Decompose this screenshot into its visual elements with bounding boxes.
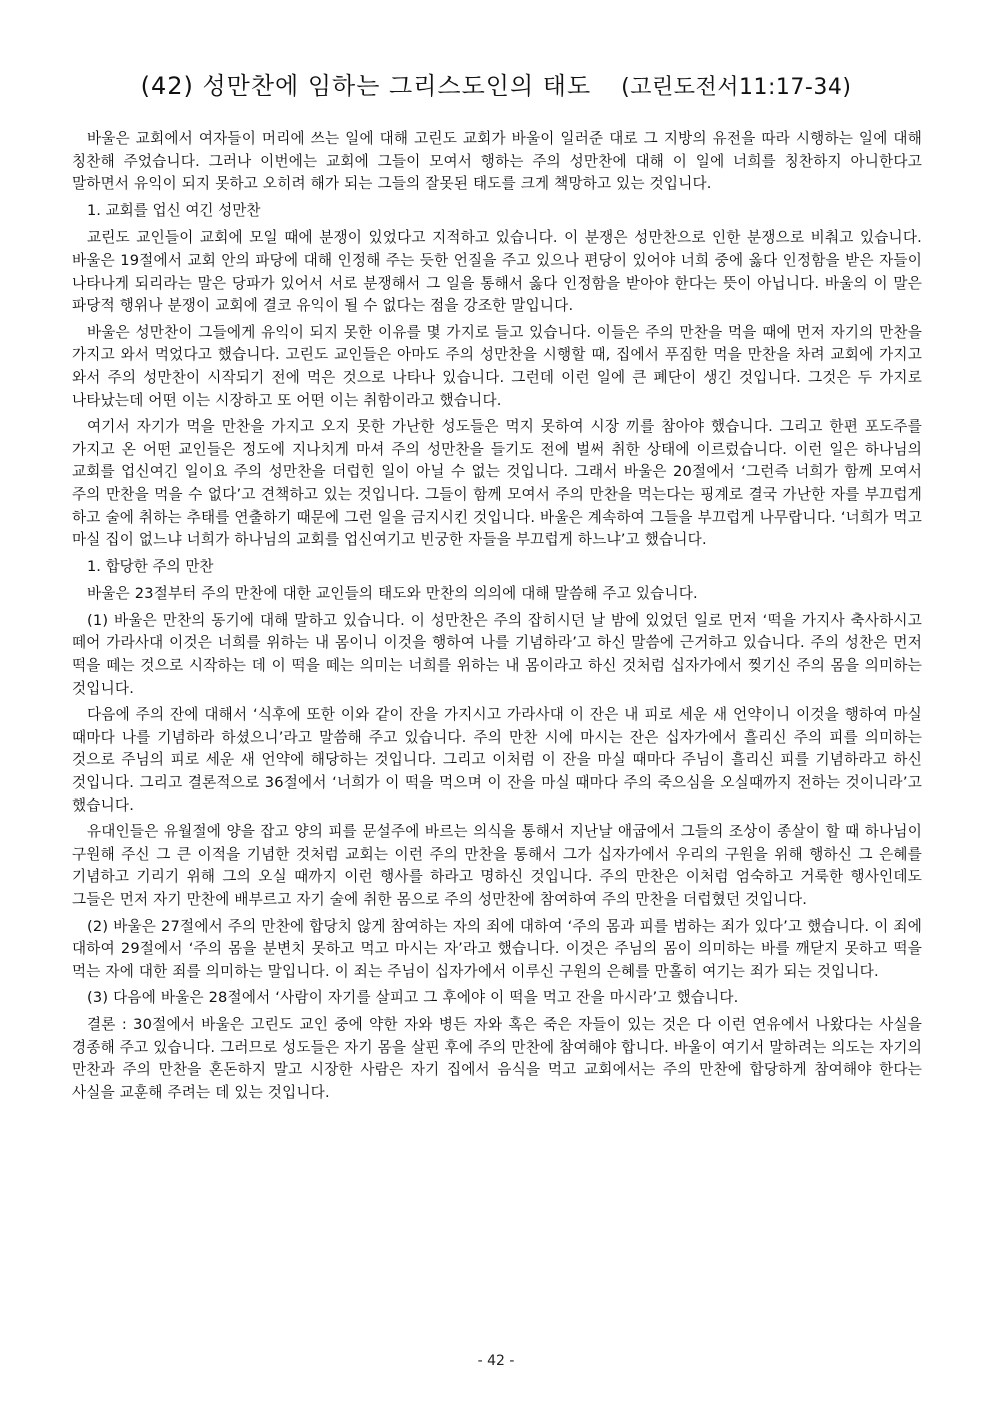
- paragraph-4: 여기서 자기가 먹을 만찬을 가지고 오지 못한 가난한 성도들은 먹지 못하여 시장 끼를 참아야 했습니다. 그리고 한편 포도주를 가지고 온 어떤 교인들은 정도에 지나치게 마셔 주의 성만찬을 들기도 전에 벌써 취한 상태에 이르렀습니다. 이런 일은 하나님의 교회를 업신여긴 일이요 주의 성만찬을 더럽힌 일이 아닐 수 없는 것입니다. 그래서 바울은 20절에서 ‘그런즉 너희가 함께 모여서 주의 만찬을 먹을 수 없다’고 견책하고 있는 것입니다. 그들이 함께 모여서 주의 만찬을 먹는다는 핑계로 결국 가난한 자를 부끄럽게 하고 술에 취하는 추태를 연출하기 때문에 그런 일을 금지시킨 것입니다. 바울은 계속하여 그들을 부끄럽게 나무랍니다. ‘너희가 먹고 마실 집이 없느냐 너희가 하나님의 교회를 업신여기고 빈궁한 자들을 부끄럽게 하느냐’고 했습니다.: [72, 418, 922, 549]
- paragraph-2: 교린도 교인들이 교회에 모일 때에 분쟁이 있었다고 지적하고 있습니다. 이 분쟁은 성만찬으로 인한 분쟁으로 비춰고 있습니다. 바울은 19절에서 교회 안의 파당에 대해 인정해 주는 듯한 언질을 주고 있으나 편당이 있어야 너희 중에 옳다 인정함을 받은 자들이 나타나게 되리라는 말은 당파가 있어서 서로 분쟁해서 그 일을 통해서 옳다 인정함을 받아야 한다는 뜻이 아닙니다. 바울의 이 말은 파당적 행위나 분쟁이 교회에 결코 유익이 될 수 없다는 점을 강조한 말입니다.: [72, 229, 922, 315]
- paragraph-7: 다음에 주의 잔에 대해서 ‘식후에 또한 이와 같이 잔을 가지시고 가라사대 이 잔은 내 피로 세운 새 언약이니 이것을 행하여 마실 때마다 나를 기념하라 하셨으니’라고 말씀해 주고 있습니다. 주의 만찬 시에 마시는 잔은 십자가에서 흘리신 주의 피를 의미하는 것으로 주님의 피로 세운 새 언약에 해당하는 것입니다. 그리고 이처럼 이 잔을 마실 때마다 주님이 흘리신 피를 기념하라고 하신 것입니다. 그리고 결론적으로 36절에서 ‘너희가 이 떡을 먹으며 이 잔을 마실 때마다 주의 죽으심을 오실때까지 전하는 것이니라’고 했습니다.: [72, 706, 922, 814]
- paragraph-9: (2) 바울은 27절에서 주의 만찬에 합당치 않게 참여하는 자의 죄에 대하여 ‘주의 몸과 피를 범하는 죄가 있다’고 했습니다. 이 죄에 대하여 29절에서 ‘주의 몸을 분변치 못하고 먹고 마시는 자’라고 했습니다. 이것은 주님의 몸이 의미하는 바를 깨닫지 못하고 떡을 먹는 자에 대한 죄를 의미하는 말입니다. 이 죄는 주님이 십자가에서 이루신 구원의 은혜를 만홀히 여기는 죄가 되는 것입니다.: [72, 917, 922, 980]
- paragraph-intro: 바울은 교회에서 여자들이 머리에 쓰는 일에 대해 고린도 교회가 바울이 일러준 대로 그 지방의 유전을 따라 시행하는 일에 대해 칭찬해 주었습니다. 그러나 이번에는 교회에 그들이 모여서 행하는 주의 성만찬에 대해 이 일에 너희를 칭찬하지 아니한다고 말하면서 유익이 되지 못하고 오히려 해가 되는 그들의 잘못된 태도를 크게 책망하고 있는 것입니다.: [72, 130, 922, 193]
- paragraph-conclusion: 결론 : 30절에서 바울은 고린도 교인 중에 약한 자와 병든 자와 혹은 죽은 자들이 있는 것은 다 이런 연유에서 나왔다는 사실을 경종해 주고 있습니다. 그러므로 성도들은 자기 몸을 살핀 후에 주의 만찬에 참여해야 합니다. 바울이 여기서 말하려는 의도는 자기의 만찬과 주의 만찬을 혼돈하지 말고 시장한 사람은 자기 집에서 음식을 먹고 교회에서는 주의 만찬에 합당하게 참여해야 한다는 사실을 교훈해 주려는 데 있는 것입니다.: [72, 1015, 922, 1101]
- body-text: [72, 128, 922, 1108]
- paragraph-6: (1) 바울은 만찬의 동기에 대해 말하고 있습니다. 이 성만찬은 주의 잡히시던 날 밤에 있었던 일로 먼저 ‘떡을 가지사 축사하시고 떼어 가라사대 이것은 너희를 위하는 내 몸이니 이것을 행하여 나를 기념하라’고 하신 말씀에 근거하고 있습니다. 주의 성찬은 먼저 떡을 떼는 것으로 시작하는 데 이 떡을 떼는 의미는 너희를 위하는 내 몸이라고 하신 것처럼 십자가에서 찢기신 주의 몸을 의미하는 것입니다.: [72, 611, 922, 697]
- section-heading-2: 1. 합당한 주의 만찬: [87, 557, 214, 575]
- title-reference: (고린도전서11:17-34): [621, 75, 852, 100]
- page-number: - 42 -: [477, 1353, 515, 1369]
- paragraph-5: 바울은 23절부터 주의 만찬에 대한 교인들의 태도와 만찬의 의의에 대해 말씀해 주고 있습니다.: [87, 585, 698, 603]
- section-heading-1: 1. 교회를 업신 여긴 성만찬: [87, 201, 261, 219]
- paragraph-8: 유대인들은 유월절에 양을 잡고 양의 피를 문설주에 바르는 의식을 통해서 지난날 애굽에서 그들의 조상이 종살이 할 때 하나님이 구원해 주신 그 큰 이적을 기념한 것처럼 교회는 이런 주의 만찬을 통해서 그가 십자가에서 우리의 구원을 위해 행하신 그 은혜를 기념하고 기리기 위해 그의 오실 때까지 이런 행사를 하라고 명하신 것입니다. 주의 만찬은 이처럼 엄숙하고 거룩한 행사인데도 그들은 먼저 자기 만찬에 배부르고 자기 술에 취한 몸으로 주의 성만찬에 참여하여 주의 만찬을 더럽혔던 것입니다.: [72, 823, 922, 908]
- paragraph-3: 바울은 성만찬이 그들에게 유익이 되지 못한 이유를 몇 가지로 들고 있습니다. 이들은 주의 만찬을 먹을 때에 먼저 자기의 만찬을 가지고 와서 먹었다고 했습니다. 고린도 교인들은 아마도 주의 성만찬을 시행할 때, 집에서 푸짐한 먹을 만찬을 차려 교회에 가지고 와서 주의 성만찬이 시작되기 전에 먹은 것으로 나타나 있습니다. 그런데 이런 일에 큰 폐단이 생긴 것입니다. 그것은 두 가지로 나타났는데 어떤 이는 시장하고 또 어떤 이는 취함이라고 했습니다.: [72, 323, 922, 409]
- title-main: (42) 성만찬에 임하는 그리스도인의 태도: [140, 72, 592, 100]
- paragraph-10: (3) 다음에 바울은 28절에서 ‘사람이 자기를 살피고 그 후에야 이 떡을 먹고 잔을 마시라’고 했습니다.: [87, 989, 739, 1007]
- page-title: [60, 66, 932, 108]
